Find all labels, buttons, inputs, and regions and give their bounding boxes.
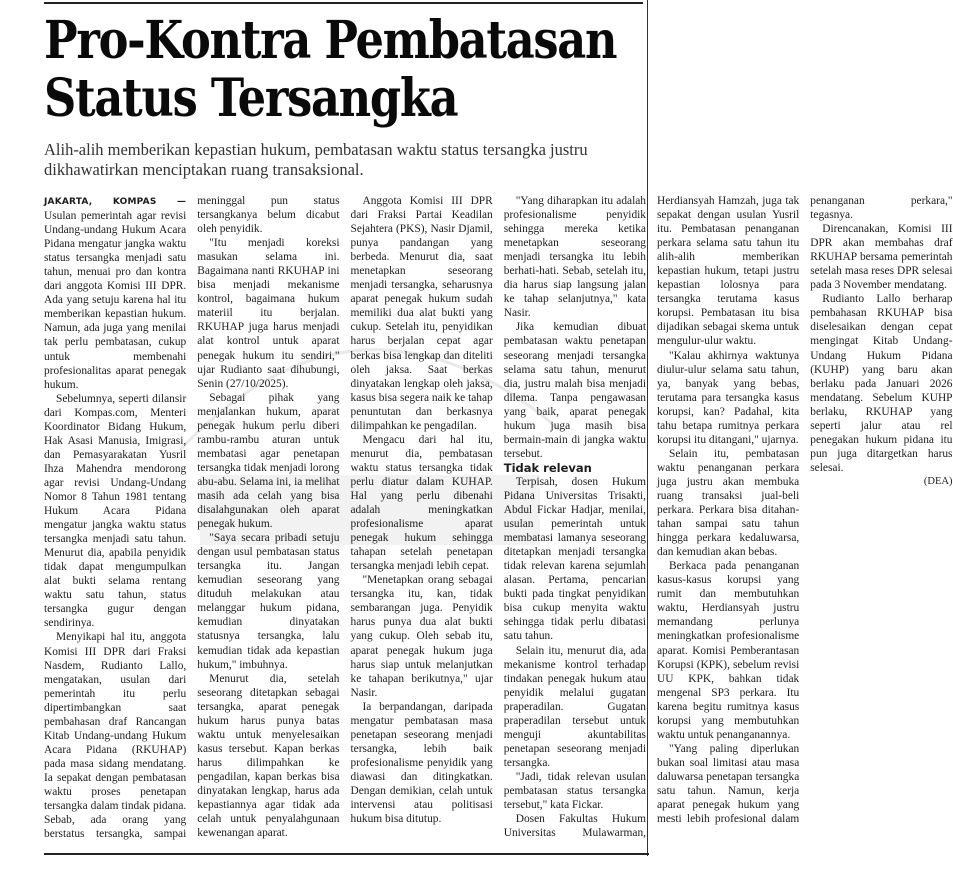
body-paragraph: Selain itu, pembatasan waktu penanganan perkara juga justru akan membuka ruang transaksi jual-beli perkara. Perkara bisa ditahan-tahan sampai satu tahun hingga perkara kedaluwarsa, dan kemudian akan bebas. (657, 447, 800, 559)
body-paragraph (44, 194, 186, 392)
column-border (647, 0, 648, 856)
body-paragraph: "Yang paling diperlukan bukan soal limitasi atau masa daluwarsa penetapan tersangka satu tahun. Namun, kerja aparat penegak hukum yang mesti lebih profesional dalam penanganan perkara," tegasnya. (657, 195, 953, 826)
body-paragraph: Berkaca pada penanganan kasus-kasus korupsi yang rumit dan membutuhkan waktu, Herdiansyah justru memandang perlunya meningkatkan profesionalisme aparat. Komisi Pemberantasan Korupsi (KPK), sebelum revisi UU KPK, bahkan tidak mengenal SP3 perkara. Itu karena begitu rumitnya kasus korupsi yang membutuhkan waktu untuk penanganannya. (657, 560, 800, 741)
dateline: JAKARTA, KOMPAS — (44, 197, 187, 207)
body-paragraph: Sebelumnya, seperti dilansir dari Kompas.com, Menteri Koordinator Bidang Hukum, Hak Asasi Manusia, Imigrasi, dan Pemasyarakatan Yusril Ihza Mahendra mendorong agar revisi Undang-Undang Nomor 8 Tahun 1981 tentang Hukum Acara Pidana mengatur jangka waktu status tersangka menjadi satu tahun. Menurut dia, apabila penyidik tidak dapat mengumpulkan alat bukti selama rentang waktu satu tahun, status tersangka gugur dengan sendirinya. (44, 392, 187, 630)
body-paragraph: "Yang diharapkan itu adalah profesionalisme penyidik sehingga mereka ketika menetapkan seseorang menjadi tersangka itu lebih berhati-hati. Sebab, setelah itu, dia harus siap langsung jalan ke tahap selanjutnya," kata Nasir. (503, 195, 646, 320)
headline-line-2: Status Tersangka (44, 68, 458, 129)
body-paragraph: "Jadi, tidak relevan usulan pembatasan status tersangka tersebut," kata Fickar. (503, 770, 646, 812)
body-paragraph: "Menetapkan orang sebagai tersangka itu, kan, tidak sembarangan juga. Penyidik harus punya dua alat bukti yang cukup. Oleh sebab itu, aparat penegak hukum juga harus siap untuk melanjutkan ke tahapan berikutnya," ujar Nasir. (350, 574, 493, 699)
body-paragraph: Menyikapi hal itu, anggota Komisi III DPR dari Fraksi Nasdem, Rudianto Lallo, mengatakan, usulan dari pemerintah itu perlu dipertimbangkan saat pembahasan draf Rancangan Kitab Undang-undang Hukum Acara Pidana (RKUHAP) pada masa sidang mendatang. Ia sepakat dengan pembatasan waktu proses penetapan tersangka dalam tindak pidana. Sebab, ada orang yang berstatus tersangka, sampai meninggal pun status tersangkanya belum dicabut oleh penyidik. (44, 195, 340, 841)
body-paragraph: Direncanakan, Komisi III DPR akan membahas draf RKUHAP bersama pemerintah setelah masa reses DPR selesai pada 3 November mendatang. (810, 223, 953, 292)
headline (44, 10, 617, 129)
body-paragraph: Rudianto Lallo berharap pembahasan RKUHAP bisa diselesaikan dengan cepat mengingat Kitab Undang-Undang Hukum Pidana (KUHP) yang baru akan berlaku pada Januari 2026 mendatang. Sebelum KUHP berlaku, RKUHAP yang seperti jalur atau rel penegakan hukum pidana itu pun juga ditargetkan harus selesai. (810, 293, 953, 474)
deck-subtitle: Alih-alih memberikan kepastian hukum, pembatasan waktu status tersangka justru dikhawatirkan menciptakan ruang transaksional. (44, 140, 588, 179)
article-text (44, 194, 953, 850)
body-paragraph: Terpisah, dosen Hukum Pidana Universitas Trisakti, Abdul Fickar Hadjar, menilai, usulan pemerintah untuk membatasi lamanya seseorang ditetapkan menjadi tersangka tidak relevan karena sejumlah alasan. Pertama, pencarian bukti pada tingkat penyidikan bisa cukup menyita waktu sehingga tidak perlu dibatasi satu tahun. (503, 475, 646, 643)
headline-line-1: Pro-Kontra Pembatasan (44, 10, 617, 71)
body-paragraph: Mengacu dari hal itu, menurut dia, pembatasan waktu status tersangka tidak perlu diatur dalam KUHAP. Hal yang perlu dibenahi adalah meningkatkan profesionalisme aparat penegak hukum sehingga tahapan setelah penetapan tersangka menjadi lebih cepat. (350, 433, 493, 573)
body-paragraph: "Kalau akhirnya waktunya diulur-ulur selama satu tahun, ya, banyak yang bebas, terutama para tersangka kasus korupsi, kan? Padahal, kita tahu betapa rumitnya perkara korupsi itu ditangani," ujarnya. (657, 349, 800, 446)
body-paragraph: Dosen Fakultas Hukum Universitas Mulawarman, Herdiansyah Hamzah, juga tak sepakat dengan usulan Yusril itu. Pembatasan penanganan perkara selama satu tahun itu alih-alih memberikan kepastian hukum, tetapi justru kepastian lolosnya para tersangka terutama kasus korupsi. Pembatasan itu bisa dijadikan sebagai skema untuk mengulur-ulur waktu. (503, 195, 800, 840)
body-paragraph: "Itu menjadi koreksi masukan selama ini. Bagaimana nanti RKUHAP ini bisa menjadi mekanisme kontrol, bagaimana hukum materiil itu berjalan. RKUHAP juga harus menjadi alat kontrol untuk aparat penegak hukum itu sendiri," ujar Rudianto saat dihubungi, Senin (27/10/2025). (197, 237, 340, 390)
author-credit: (DEA) (923, 475, 953, 487)
paragraph-text: Usulan pemerintah agar revisi Undang-undang Hukum Acara Pidana mengatur jangka waktu status tersangka menjadi satu tahun, menuai pro dan kontra dari anggota Komisi III DPR. Ada yang setuju karena hal itu memberikan kepastian hukum. Namun, ada juga yang menilai tak perlu pembatasan, cukup untuk membenahi profesionalitas aparat penegak hukum. (44, 210, 187, 391)
body-paragraph: Ia berpandangan, daripada mengatur pembatasan masa penetapan seseorang menjadi tersangka, lebih baik profesionalisme penyidik yang diawasi dan ditingkatkan. Dengan demikian, celah untuk intervensi atau politisasi hukum bisa ditutup. (350, 700, 493, 826)
article-body (44, 194, 953, 850)
bottom-rule (44, 853, 649, 855)
body-paragraph: Selain itu, menurut dia, ada mekanisme kontrol terhadap tindakan penegak hukum atau penyidik melalui gugatan praperadilan. Gugatan praperadilan tersebut untuk menguji akuntabilitas penetapan seseorang menjadi tersangka. (503, 644, 646, 769)
body-paragraph: Menurut dia, setelah seseorang ditetapkan sebagai tersangka, aparat penegak hukum harus punya batas waktu untuk menyelesaikan kasus tersebut. Kapan berkas harus dilimpahkan ke pengadilan, kapan berkas bisa dinyatakan lengkap, harus ada kepastiannya agar tidak ada celah untuk penyalahgunaan kewenangan aparat. (197, 672, 340, 840)
body-paragraph: "Saya secara pribadi setuju dengan usul pembatasan status tersangka itu. Jangan kemudian seseorang yang dituduh melakukan atau melanggar hukum pidana, kemudian dinyatakan statusnya tersangka, lalu kemudian tidak ada kepastian hukum," imbuhnya. (197, 532, 340, 671)
top-rule (44, 2, 643, 4)
subheading: Tidak relevan (503, 460, 592, 475)
body-paragraph: Anggota Komisi III DPR dari Fraksi Partai Keadilan Sejahtera (PKS), Nasir Djamil, punya pandangan yang berbeda. Menurut dia, saat menetapkan seseorang menjadi tersangka, seharusnya aparat penegak hukum sudah memiliki dua alat bukti yang cukup. Setelah itu, penyidikan harus berjalan cepat agar berkas bisa lengkap dan diteliti oleh jaksa. Saat berkas dinyatakan lengkap oleh jaksa, kasus bisa segera naik ke tahap penuntutan dan berkasnya dilimpahkan ke pengadilan. (350, 195, 493, 432)
body-paragraph: Sebagai pihak yang menjalankan hukum, aparat penegak hukum perlu diberi rambu-rambu aturan untuk membatasi agar penetapan tersangka tidak menjadi lorong abu-abu. Selama ini, ia melihat masih ada celah yang bisa disalahgunakan oleh aparat penegak hukum. (197, 391, 340, 531)
body-paragraph: Jika kemudian dibuat pembatasan waktu penetapan seseorang menjadi tersangka selama satu tahun, menurut dia, justru malah bisa menjadi dilema. Tanpa pengawasan yang baik, aparat penegak hukum juga masih bisa bermain-main di jangka waktu tersebut. (503, 321, 646, 460)
